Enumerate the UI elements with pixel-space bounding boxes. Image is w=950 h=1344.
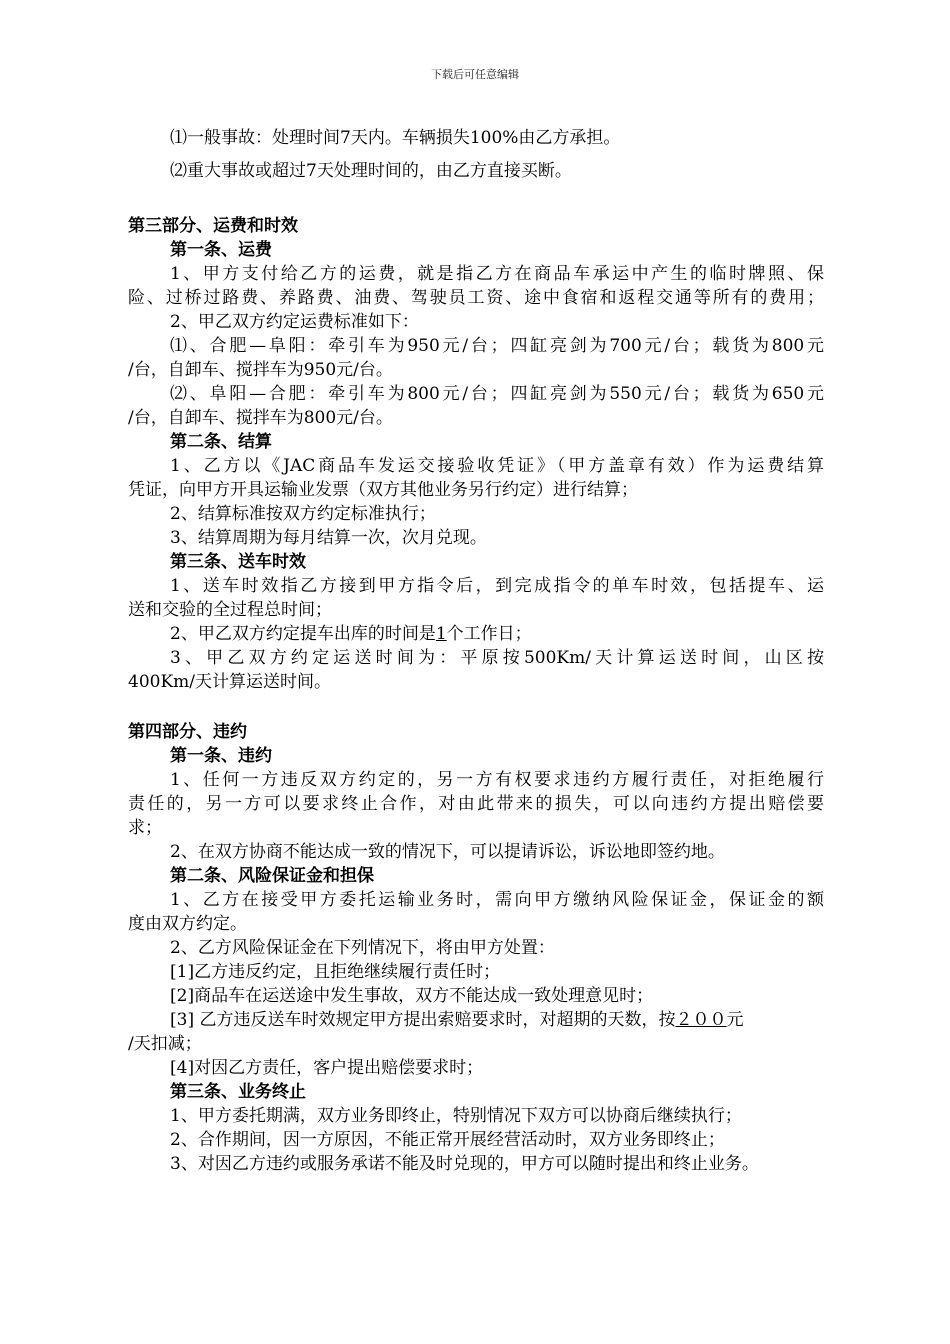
text-run: 元	[726, 1010, 744, 1030]
paragraph-line: 3、甲乙双方约定运送时间为：平原按500Km/天计算运送时间，山区按	[170, 648, 824, 668]
list-item	[128, 1008, 824, 1032]
paragraph-line: 1、送车时效指乙方接到甲方指令后，到完成指令的单车时效，包括提车、运	[170, 576, 824, 596]
paragraph-line: 2、在双方协商不能达成一致的情况下，可以提请诉讼，诉讼地即签约地。	[170, 842, 725, 862]
filled-blank-amount: ２００	[675, 1010, 727, 1030]
paragraph-line: 3、对因乙方违约或服务承诺不能及时兑现的，甲方可以随时提出和终止业务。	[170, 1154, 759, 1174]
paragraph-line: 400Km/天计算运送时间。	[128, 672, 331, 692]
paragraph-line: 1、甲方支付给乙方的运费，就是指乙方在商品车承运中产生的临时牌照、保	[170, 264, 824, 284]
paragraph-line	[128, 622, 824, 646]
article-title-freight: 第一条、运费	[170, 240, 272, 260]
paragraph-line: 2、结算标准按双方约定标准执行；	[170, 504, 436, 524]
paragraph-line: 2、乙方风险保证金在下列情况下，将由甲方处置：	[170, 938, 555, 958]
list-item: [2]商品车在运送途中发生事故，双方不能达成一致处理意见时；	[170, 986, 654, 1006]
text-run: [3] 乙方违反送车时效规定甲方提出索赔要求时，对超期的天数，按	[170, 1010, 676, 1030]
paragraph-line: /天扣减；	[128, 1034, 202, 1054]
paragraph-line: 凭证，向甲方开具运输业发票（双方其他业务另行约定）进行结算；	[128, 480, 638, 500]
paragraph-line: 1、任何一方违反双方约定的，另一方有权要求违约方履行责任，对拒绝履行	[170, 770, 824, 790]
paragraph-line: ⑵、阜阳—合肥：牵引车为800元/台；四缸亮剑为550元/台；载货为650元	[170, 384, 824, 404]
document-body	[128, 122, 824, 1176]
article-title-breach: 第一条、违约	[170, 746, 272, 766]
section-title-part3: 第三部分、运费和时效	[128, 216, 298, 236]
paragraph-line: 3、结算周期为每月结算一次，次月兑现。	[170, 528, 487, 548]
paragraph-line: 1、乙方以《JAC商品车发运交接验收凭证》（甲方盖章有效）作为运费结算	[170, 456, 824, 476]
paragraph-line: 送和交验的全过程总时间；	[128, 600, 332, 620]
accident-clause-2: ⑵重大事故或超过7天处理时间的，由乙方直接买断。	[170, 161, 572, 181]
paragraph-line: 度由双方约定。	[128, 914, 247, 934]
paragraph-line: ⑴、合肥—阜阳：牵引车为950元/台；四缸亮剑为700元/台；载货为800元	[170, 336, 824, 356]
article-title-termination: 第三条、业务终止	[170, 1082, 306, 1102]
paragraph-line: 求；	[128, 818, 162, 838]
paragraph-line: 2、合作期间，因一方原因，不能正常开展经营活动时，双方业务即终止；	[170, 1130, 725, 1150]
article-title-settlement: 第二条、结算	[170, 432, 272, 452]
paragraph-line: 1、甲方委托期满，双方业务即终止，特别情况下双方可以协商后继续执行；	[170, 1106, 742, 1126]
article-title-deposit: 第二条、风险保证金和担保	[170, 866, 374, 886]
paragraph-line: 2、甲乙双方约定运费标准如下：	[170, 312, 419, 332]
section-title-part4: 第四部分、违约	[128, 722, 247, 742]
paragraph-line: 1、乙方在接受甲方委托运输业务时，需向甲方缴纳风险保证金，保证金的额	[170, 890, 824, 910]
text-run: 个工作日；	[446, 624, 532, 644]
text-run: 2、甲乙双方约定提车出库的时间是	[170, 624, 436, 644]
accident-clause-1: ⑴一般事故：处理时间7天内。车辆损失100%由乙方承担。	[170, 128, 621, 148]
article-title-delivery-time: 第三条、送车时效	[170, 552, 306, 572]
paragraph-line: /台，自卸车、搅拌车为800元/台。	[128, 408, 393, 428]
paragraph-line: 责任的，另一方可以要求终止合作，对由此带来的损失，可以向违约方提出赔偿要	[128, 794, 824, 814]
filled-blank-days: 1	[435, 624, 447, 644]
page-header-watermark: 下载后可任意编辑	[431, 68, 519, 81]
paragraph-line: 险、过桥过路费、养路费、油费、驾驶员工资、途中食宿和返程交通等所有的费用；	[128, 288, 824, 308]
list-item: [4]对因乙方责任，客户提出赔偿要求时；	[170, 1058, 484, 1078]
list-item: [1]乙方违反约定，且拒绝继续履行责任时；	[170, 962, 501, 982]
paragraph-line: /台，自卸车、搅拌车为950元/台。	[128, 360, 393, 380]
